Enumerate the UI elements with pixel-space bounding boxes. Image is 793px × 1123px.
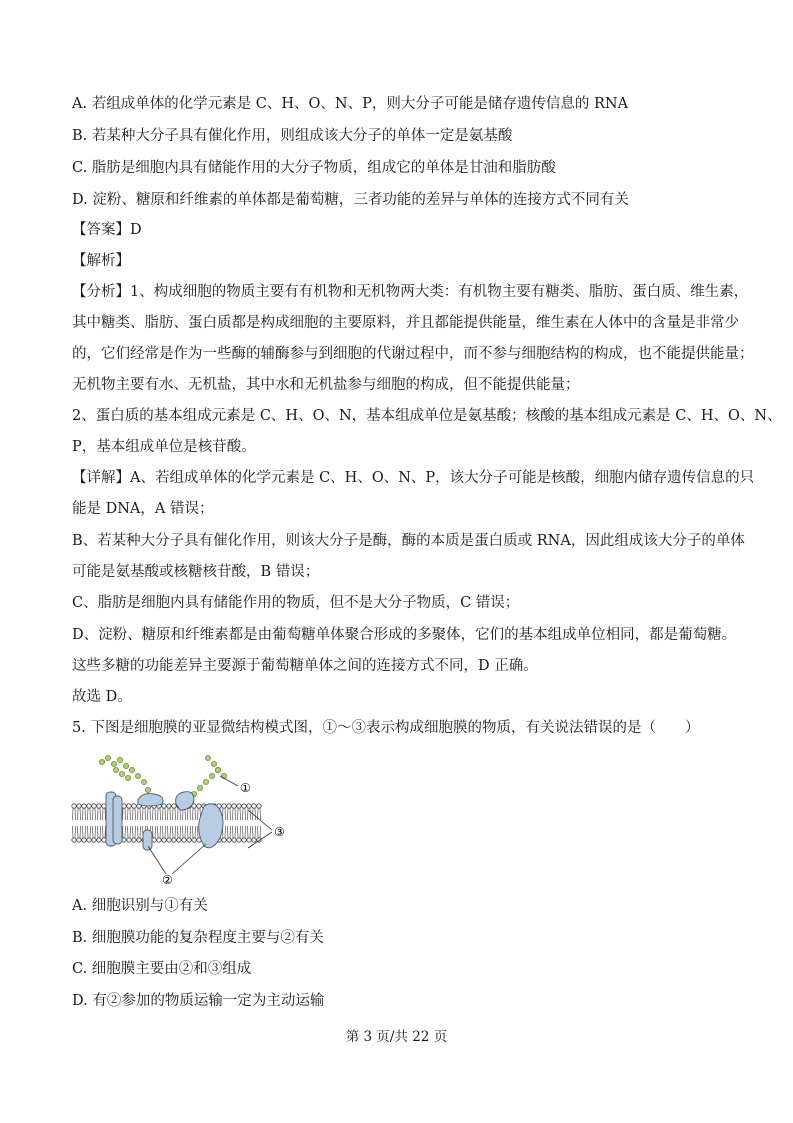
detail-line: 这些多糖的功能差异主要源于葡萄糖单体之间的连接方式不同，D 正确。 <box>72 658 538 674</box>
analysis-heading: 【解析】 <box>72 253 130 269</box>
figure-label-2: ② <box>162 873 173 887</box>
analysis-line: P，基本组成单位是核苷酸。 <box>72 439 256 455</box>
analysis-line: 无机物主要有水、无机盐，其中水和无机盐参与细胞的构成，但不能提供能量； <box>72 377 580 393</box>
analysis-line: 其中糖类、脂肪、蛋白质都是构成细胞的主要原料，并且都能提供能量，维生素在人体中的含量是非常少 <box>72 315 739 331</box>
detail-line: D、淀粉、糖原和纤维素都是由葡萄糖单体聚合形成的多聚体，它们的基本组成单位相同，都是葡萄糖。 <box>72 627 737 643</box>
detail-line: 【详解】A、若组成单体的化学元素是 C、H、O、N、P，该大分子可能是核酸，细胞内储存遗传信息的只 <box>72 470 755 486</box>
option-a: A. 若组成单体的化学元素是 C、H、O、N、P，则大分子可能是储存遗传信息的 RNA <box>72 96 629 112</box>
figure-label-1: ① <box>240 781 251 795</box>
q5-option-d: D. 有②参加的物质运输一定为主动运输 <box>72 993 325 1009</box>
phospholipid-bilayer <box>72 804 261 842</box>
channel-protein-right <box>113 796 122 844</box>
detail-line: B、若某种大分子具有催化作用，则该大分子是酶，酶的本质是蛋白质或 RNA，因此组成该大分子的单体 <box>72 533 745 549</box>
option-d: D. 淀粉、糖原和纤维素的单体都是葡萄糖，三者功能的差异与单体的连接方式不同有关 <box>72 192 629 208</box>
option-b: B. 若某种大分子具有催化作用，则组成该大分子的单体一定是氨基酸 <box>72 128 513 144</box>
q5-option-c: C. 细胞膜主要由②和③组成 <box>72 961 252 977</box>
glycoprotein-chains <box>99 755 226 802</box>
cell-membrane-diagram <box>68 748 298 888</box>
detail-line: 故选 D。 <box>72 689 132 705</box>
page-footer: 第 3 页/共 22 页 <box>345 1029 448 1045</box>
option-c: C. 脂肪是细胞内具有储能作用的大分子物质，组成它的单体是甘油和脂肪酸 <box>72 160 556 176</box>
detail-line: C、脂肪是细胞内具有储能作用的物质，但不是大分子物质，C 错误； <box>72 595 520 611</box>
answer-label: 【答案】D <box>72 222 142 238</box>
figure-label-3: ③ <box>274 825 285 839</box>
q5-option-b: B. 细胞膜功能的复杂程度主要与②有关 <box>72 930 324 946</box>
question5-stem: 5. 下图是细胞膜的亚显微结构模式图，①～③表示构成细胞膜的物质，有关说法错误的是（ ） <box>72 720 700 736</box>
analysis-line: 【分析】1、构成细胞的物质主要有有机物和无机物两大类：有机物主要有糖类、脂肪、蛋白质、维生素， <box>72 284 749 300</box>
q5-option-a: A. 细胞识别与①有关 <box>72 898 208 914</box>
analysis-line: 的，它们经常是作为一些酶的辅酶参与到细胞的代谢过程中，而不参与细胞结构的构成，也不能提供能量； <box>72 346 754 362</box>
analysis-line: 2、蛋白质的基本组成元素是 C、H、O、N，基本组成单位是氨基酸；核酸的基本组成元素是 C、H、O、N、 <box>72 408 782 424</box>
detail-line: 可能是氨基酸或核糖核苷酸，B 错误； <box>72 564 320 580</box>
peripheral-protein <box>138 794 163 806</box>
embedded-protein <box>143 830 152 850</box>
detail-line: 能是 DNA，A 错误； <box>72 501 214 517</box>
